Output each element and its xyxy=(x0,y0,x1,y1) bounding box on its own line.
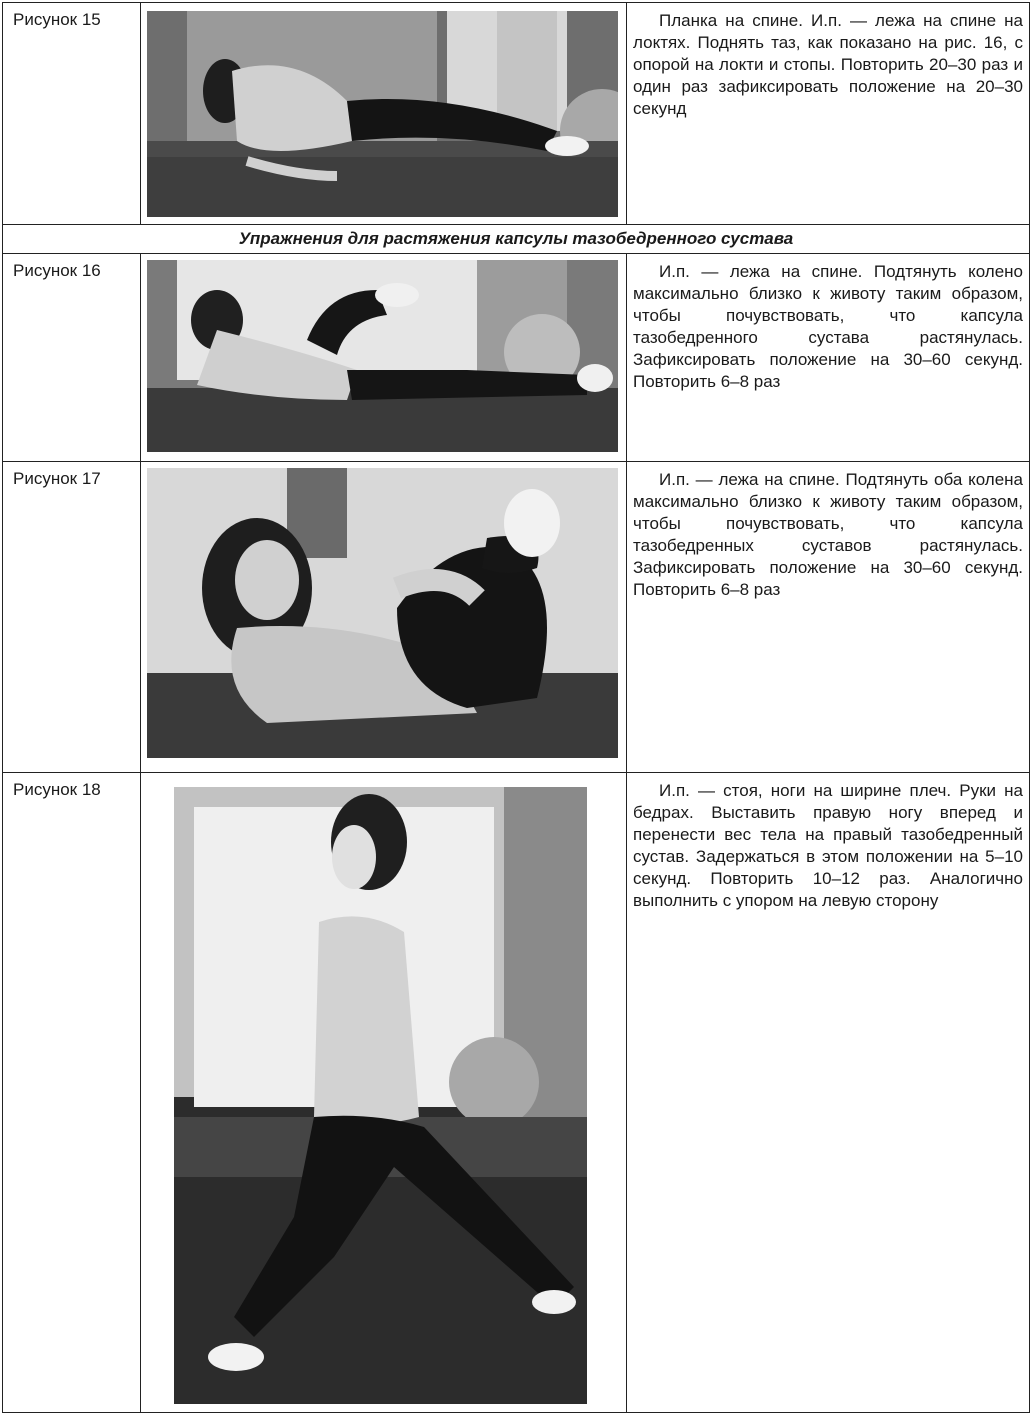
table-row xyxy=(3,462,1030,773)
figure-label: Рисунок 17 xyxy=(3,462,141,773)
exercise-photo-17 xyxy=(147,468,618,758)
exercise-description: И.п. — лежа на спине. Подтянуть оба колена максимально близко к животу таким образом, чтобы почувствовать, что капсула тазобедренных суставов растянулась. Зафиксировать положение на 30–60 секунд. Повторить 6–8 раз xyxy=(627,462,1030,773)
exercise-description: И.п. — стоя, ноги на ширине плеч. Руки на бедрах. Выставить правую ногу вперед и перенести вес тела на правый тазобедренный сустав. Задержаться в этом положении на 5–10 секунд. Повторить 10–12 раз. Аналогично выполнить с упором на левую сторону xyxy=(627,773,1030,1413)
exercise-description: Планка на спине. И.п. — лежа на спине на локтях. Поднять таз, как показано на рис. 16, с опорой на локти и стопы. Повторить 20–30 раз и один раз зафиксировать положение на 20–30 секунд xyxy=(627,3,1030,225)
figure-label: Рисунок 15 xyxy=(3,3,141,225)
exercise-photo-18 xyxy=(174,787,587,1404)
table-row xyxy=(3,3,1030,225)
table-row xyxy=(3,254,1030,462)
section-heading-row xyxy=(3,225,1030,254)
exercise-table xyxy=(2,2,1030,1413)
figure-label: Рисунок 18 xyxy=(3,773,141,1413)
exercise-photo-15 xyxy=(147,11,618,217)
section-heading: Упражнения для растяжения капсулы тазобедренного сустава xyxy=(3,225,1030,254)
photo-cell xyxy=(141,462,627,773)
photo-cell xyxy=(141,3,627,225)
exercise-description: И.п. — лежа на спине. Подтянуть колено максимально близко к животу таким образом, чтобы почувствовать, что капсула тазобедренного сустава растянулась. Зафиксировать положение на 30–60 секунд. Повторить 6–8 раз xyxy=(627,254,1030,462)
photo-cell xyxy=(141,773,627,1413)
photo-cell xyxy=(141,254,627,462)
exercise-photo-16 xyxy=(147,260,618,452)
figure-label: Рисунок 16 xyxy=(3,254,141,462)
table-row xyxy=(3,773,1030,1413)
